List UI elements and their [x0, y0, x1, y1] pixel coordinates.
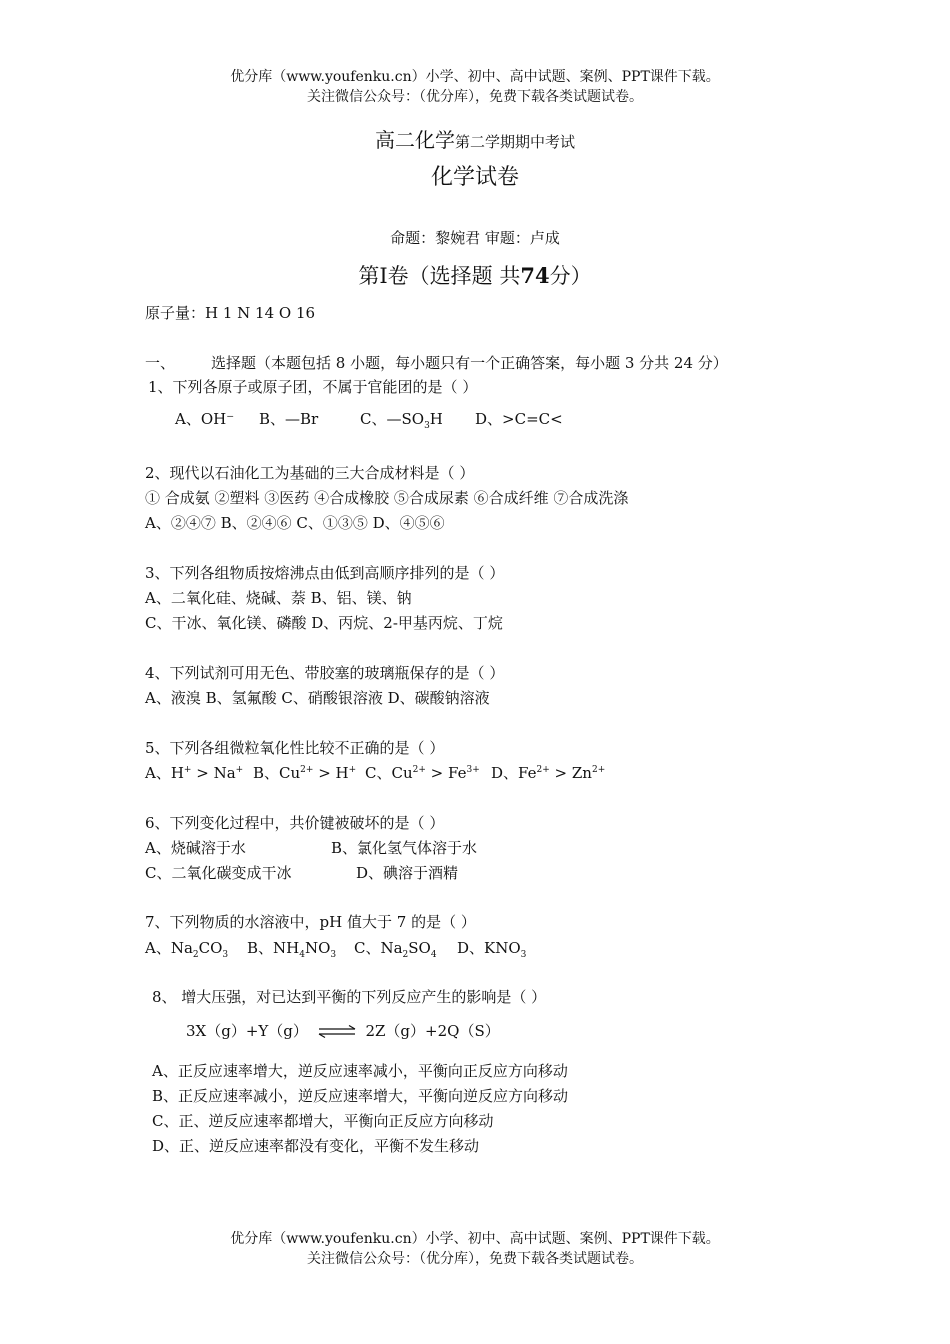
q7-c-2: SO — [408, 939, 431, 957]
q6-option-a: A、烧碱溶于水 — [145, 839, 246, 857]
q7-stem: 7、下列物质的水溶液中，pH 值大于 7 的是（ ） — [145, 913, 476, 931]
q7-a-2-sub: 3 — [222, 950, 229, 960]
q5-b-1: B、Cu — [253, 764, 301, 782]
q5-d-2-sup: 2+ — [591, 765, 606, 775]
q7-option-c — [354, 937, 437, 958]
q8-stem: 8、 增大压强，对已达到平衡的下列反应产生的影响是（ ） — [152, 988, 547, 1006]
part-score: 74 — [520, 263, 550, 288]
q7-a-1-sub: 2 — [192, 950, 199, 960]
q7-d-1-sub: 3 — [520, 950, 527, 960]
q8-option-b: B、正反应速率减小，逆反应速率增大，平衡向逆反应方向移动 — [152, 1087, 569, 1105]
q5-b-2: > H — [313, 764, 349, 782]
q7-option-a — [145, 937, 228, 958]
q5-d-1-sup: 2+ — [536, 765, 550, 775]
q6-option-b: B、氯化氢气体溶于水 — [331, 839, 478, 857]
q5-a-2-sup: + — [235, 765, 244, 775]
q6-option-d: D、碘溶于酒精 — [356, 864, 459, 882]
header-line-1: 优分库（www.youfenku.cn）小学、初中、高中试题、案例、PPT课件下载。 — [230, 69, 720, 85]
exam-title — [0, 124, 950, 153]
q5-option-a — [145, 762, 243, 783]
atomic-mass: 原子量：H 1 N 14 O 16 — [145, 304, 316, 322]
paper-title: 化学试卷 — [430, 165, 519, 190]
q5-b-2-sup: + — [348, 765, 357, 775]
q8-option-c: C、正、逆反应速率都增大，平衡向正反应方向移动 — [152, 1112, 494, 1130]
q1-option-c-sub: 3 — [424, 421, 430, 431]
q8-option-d: D、正、逆反应速率都没有变化，平衡不发生移动 — [152, 1137, 480, 1155]
q1-option-d: D、>C=C< — [475, 410, 563, 428]
exam-title-main: 高二化学 — [374, 128, 455, 152]
q1-option-a: A、OH⁻ — [175, 410, 235, 428]
part-heading — [0, 260, 950, 290]
q7-c-1: C、Na — [354, 939, 403, 957]
part-heading-text: 第Ⅰ卷（选择题 共 — [358, 264, 521, 288]
q7-a-2: CO — [198, 939, 223, 957]
q5-stem: 5、下列各组微粒氧化性比较不正确的是（ ） — [145, 739, 445, 757]
q3-stem: 3、下列各组物质按熔沸点由低到高顺序排列的是（ ） — [145, 564, 505, 582]
q5-option-c — [365, 762, 480, 783]
q7-b-2: NO — [304, 939, 331, 957]
q7-option-b — [247, 937, 336, 958]
q2-stem: 2、现代以石油化工为基础的三大合成材料是（ ） — [145, 464, 475, 482]
q5-c-1: C、Cu — [365, 764, 413, 782]
q8-equation-left: 3X（g）+Y（g） — [186, 1022, 308, 1040]
section-instructions: 选择题（本题包括 8 小题，每小题只有一个正确答案，每小题 3 分共 24 分） — [211, 354, 728, 372]
q5-option-b — [253, 762, 356, 783]
q1-option-c-tail: H — [429, 410, 443, 428]
q5-a-2: > Na — [191, 764, 236, 782]
q6-stem: 6、下列变化过程中，共价键被破坏的是（ ） — [145, 814, 445, 832]
q1-option-c-text: C、—SO — [360, 410, 425, 428]
q7-b-1-sub: 4 — [299, 950, 305, 960]
q8-option-a: A、正反应速率增大，逆反应速率减小，平衡向正反应方向移动 — [152, 1062, 568, 1080]
q5-c-2-sup: 3+ — [466, 765, 480, 775]
q5-c-1-sup: 2+ — [412, 765, 426, 775]
q5-a-1-sup: + — [183, 765, 192, 775]
q2-items: ① 合成氨 ②塑料 ③医药 ④合成橡胶 ⑤合成尿素 ⑥合成纤维 ⑦合成洗涤 — [145, 489, 629, 507]
q7-a-1: A、Na — [145, 939, 193, 957]
q2-options: A、②④⑦ B、②④⑥ C、①③⑤ D、④⑤⑥ — [145, 514, 445, 532]
q5-option-d — [491, 762, 605, 783]
q7-c-2-sub: 4 — [430, 950, 437, 960]
q6-option-c: C、二氧化碳变成干冰 — [145, 864, 292, 882]
exam-title-suffix: 第二学期期中考试 — [454, 133, 575, 151]
footer-line-1: 优分库（www.youfenku.cn）小学、初中、高中试题、案例、PPT课件下载。 — [230, 1231, 720, 1247]
q7-option-d — [457, 937, 526, 958]
q5-d-2: > Zn — [549, 764, 592, 782]
q8-equation — [186, 1020, 500, 1041]
q3-options-2: C、干冰、氧化镁、磷酸 D、丙烷、2-甲基丙烷、丁烷 — [145, 614, 503, 632]
q5-a-1: A、H — [145, 764, 184, 782]
q5-b-1-sup: 2+ — [300, 765, 314, 775]
q7-b-1: B、NH — [247, 939, 300, 957]
equilibrium-arrow-icon — [317, 1025, 357, 1039]
q4-stem: 4、下列试剂可用无色、带胶塞的玻璃瓶保存的是（ ） — [145, 664, 505, 682]
q1-stem: 1、下列各原子或原子团，不属于官能团的是（ ） — [148, 378, 478, 396]
q1-option-b: B、—Br — [259, 410, 319, 428]
section-number: 一、 — [145, 354, 176, 372]
q5-c-2: > Fe — [425, 764, 467, 782]
q3-options-1: A、二氧化硅、烧碱、萘 B、铝、镁、钠 — [145, 589, 412, 607]
q7-c-1-sub: 2 — [402, 950, 409, 960]
q7-b-2-sub: 3 — [330, 950, 337, 960]
footer-line-2: 关注微信公众号：（优分库），免费下载各类试题试卷。 — [307, 1251, 643, 1267]
q5-d-1: D、Fe — [491, 764, 537, 782]
authors: 命题：黎婉君 审题：卢成 — [390, 229, 560, 247]
q1-option-c — [360, 408, 443, 429]
header-line-2: 关注微信公众号：（优分库），免费下载各类试题试卷。 — [307, 89, 643, 105]
q7-d-1: D、KNO — [457, 939, 521, 957]
q4-options: A、液溴 B、氢氟酸 C、硝酸银溶液 D、碳酸钠溶液 — [145, 689, 490, 707]
part-heading-end: 分） — [549, 264, 592, 288]
q8-equation-right: 2Z（g）+2Q（S） — [365, 1022, 500, 1040]
